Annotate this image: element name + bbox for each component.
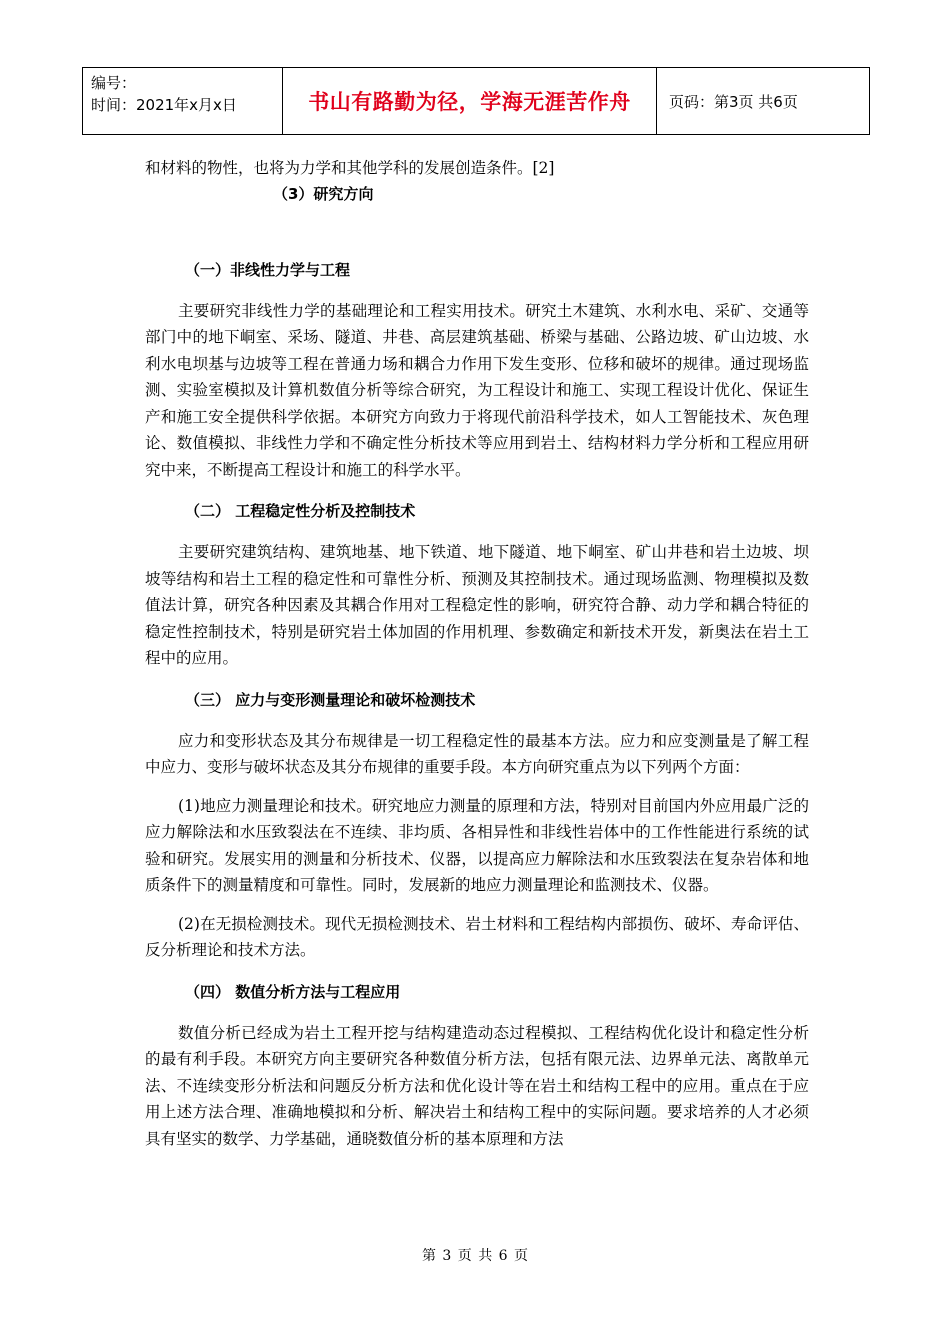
section-heading-3: （三） 应力与变形测量理论和破坏检测技术 [185, 690, 476, 709]
serial-number-label: 编号： [91, 74, 137, 92]
document-header [82, 67, 870, 135]
header-motto: 书山有路勤为径，学海无涯苦作舟 [308, 90, 631, 114]
section-paragraph-3-item-2: (2)在无损检测技术。现代无损检测技术、岩土材料和工程结构内部损伤、破坏、寿命评估、反分析理论和技术方法。 [145, 914, 809, 959]
section-paragraph-3-item-1: (1)地应力测量理论和技术。研究地应力测量的原理和方法，特别对目前国内外应用最广泛的应力解除法和水压致裂法在不连续、非均质、各相异性和非线性岩体中的工作性能进行系统的试验和研究。发展实用的测量和分析技术、仪器，以提高应力解除法和水压致裂法在复杂岩体和地质条件下的测量精度和可靠性。同时，发展新的地应力测量理论和监测技术、仪器。 [145, 796, 809, 894]
page-footer: 第 3 页 共 6 页 [421, 1248, 529, 1264]
section-paragraph-4: 数值分析已经成为岩土工程开挖与结构建造动态过程模拟、工程结构优化设计和稳定性分析的最有利手段。本研究方向主要研究各种数值分析方法，包括有限元法、边界单元法、离散单元法、不连续变形分析法和问题反分析方法和优化设计等在岩土和结构工程中的应用。重点在于应用上述方法合理、准确地模拟和分析、解决岩土和结构工程中的实际问题。要求培养的人才必须具有坚实的数学、力学基础，通晓数值分析的基本原理和方法 [145, 1023, 809, 1148]
section-heading-2: （二） 工程稳定性分析及控制技术 [185, 502, 416, 520]
section-heading-4: （四） 数值分析方法与工程应用 [185, 982, 401, 1001]
section-paragraph-3: 应力和变形状态及其分布规律是一切工程稳定性的最基本方法。应力和应变测量是了解工程中应力、变形与破坏状态及其分布规律的重要手段。本方向研究重点为以下列两个方面： [145, 731, 809, 776]
research-direction-heading: （3）研究方向 [273, 184, 374, 203]
section-paragraph-1: 主要研究非线性力学的基础理论和工程实用技术。研究土木建筑、水利水电、采矿、交通等部门中的地下峒室、采场、隧道、井巷、高层建筑基础、桥梁与基础、公路边坡、矿山边坡、水利水电坝基与边坡等工程在普通力场和耦合力作用下发生变形、位移和破坏的规律。通过现场监测、实验室模拟及计算机数值分析等综合研究，为工程设计和施工、实现工程设计优化、保证生产和施工安全提供科学依据。本研究方向致力于将现代前沿科学技术，如人工智能技术、灰色理论、数值模拟、非线性力学和不确定性分析技术等应用到岩土、结构材料力学分析和工程应用研究中来，不断提高工程设计和施工的科学水平。 [145, 301, 809, 479]
header-page-number: 页码：第3页 共6页 [669, 92, 798, 111]
header-meta-cell [83, 68, 283, 134]
date-label: 时间：2021年x月x日 [91, 96, 237, 114]
document-body [145, 155, 809, 1152]
header-page-cell [657, 68, 869, 134]
section-heading-1: （一）非线性力学与工程 [185, 260, 351, 279]
header-motto-cell [283, 68, 657, 134]
intro-paragraph: 和材料的物性，也将为力学和其他学科的发展创造条件。[2] [145, 159, 555, 177]
section-paragraph-2: 主要研究建筑结构、建筑地基、地下铁道、地下隧道、地下峒室、矿山井巷和岩土边坡、坝坡等结构和岩土工程的稳定性和可靠性分析、预测及其控制技术。通过现场监测、物理模拟及数值法计算，研究各种因素及其耦合作用对工程稳定性的影响，研究符合静、动力学和耦合特征的稳定性控制技术，特别是研究岩土体加固的作用机理、参数确定和新技术开发，新奥法在岩土工程中的应用。 [145, 543, 809, 667]
